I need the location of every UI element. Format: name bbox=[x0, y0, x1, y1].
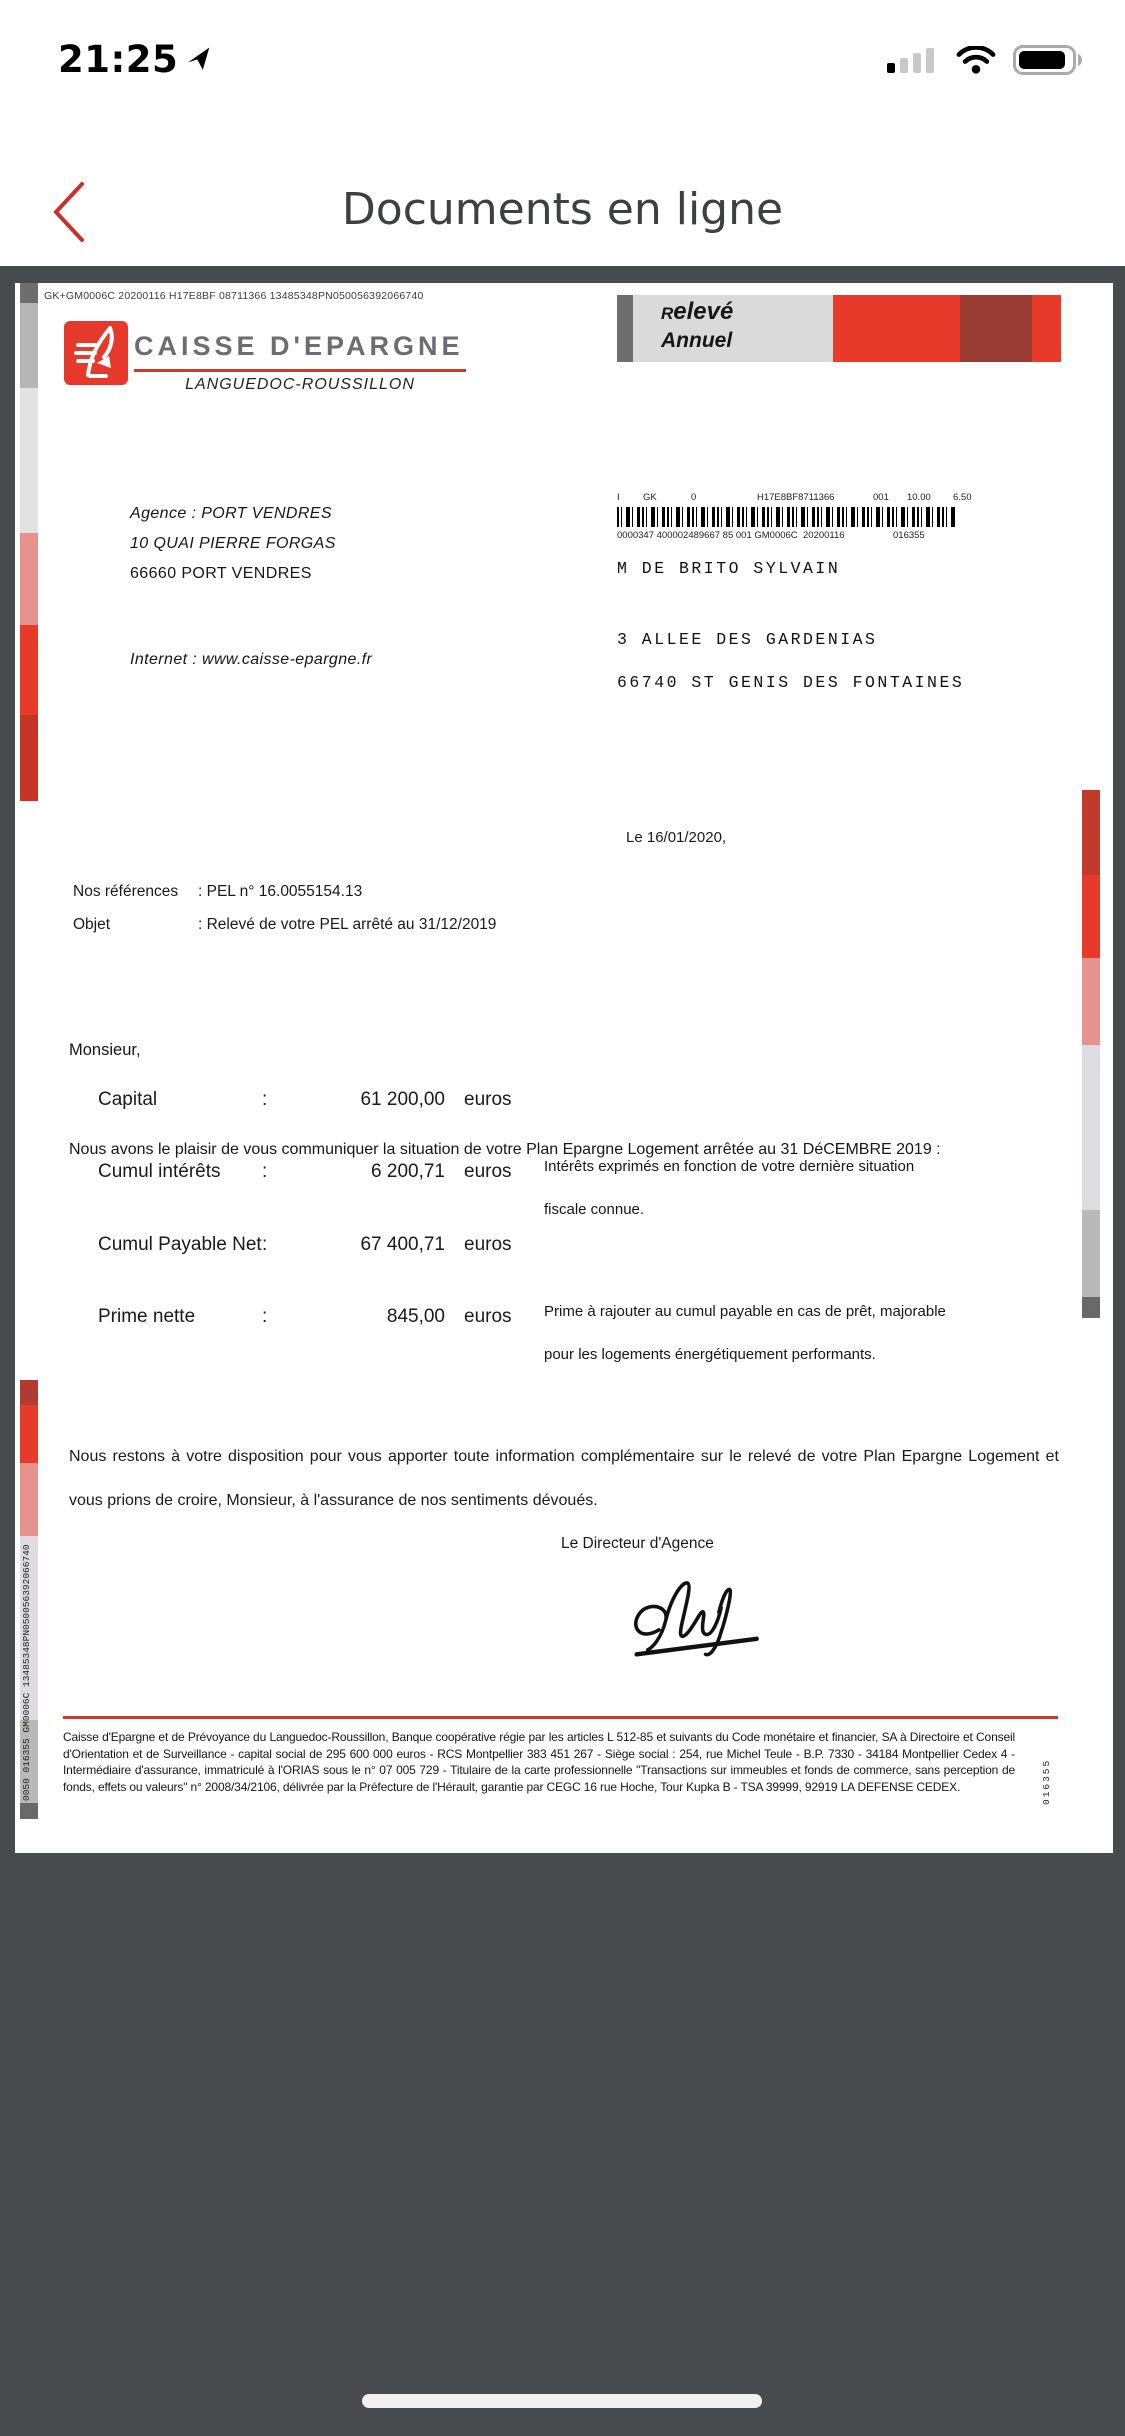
agency-internet: Internet : www.caisse-epargne.fr bbox=[130, 651, 373, 668]
status-time: 21:25 bbox=[58, 38, 179, 81]
agency-street: 10 QUAI PIERRE FORGAS bbox=[130, 535, 336, 552]
badge-subtitle: Annuel bbox=[661, 329, 733, 352]
subject-label: Objet bbox=[73, 916, 111, 933]
location-arrow-icon bbox=[186, 46, 212, 77]
signature-title: Le Directeur d'Agence bbox=[561, 1535, 714, 1552]
document-page: 0050 016355 GM0006C 13485348PN050056392066740 016355 GK+GM0006C 20200116 H17E8BF 08711366 13485348PN050056392066740 CAISSE D'EPARGNE LANGUEDOC-ROUSSILLON Relevé Annuel Agence : PORT VENDRES 10 QUAI PIERRE FORGAS 66660 PORT VENDRES Internet : www.caisse-epargne.fr I GK 0 H17E8BF8711366 001 10.00 6.50 0000347 400002489667 85 001 GM0006C 20200116 016355 M DE BRITO SYLVAIN 3 ALLEE DES GARDENIAS 66740 ST GENIS DES FONTAINES Le 16/01/2020, Nos références : PEL n° 16.0055154.13 Objet : Relevé de votre PEL arrêté au 31/12/2019 Monsieur, Nous avons le plaisir de vous communiquer la situation de votre Plan Epargne Logement arrêtée au 31 DéCEMBRE 2019 : Capital : 61 200,00 euros Cumul intérêts : 6 200,71 euros Intérêts exprimés en fonction de votre dernière situation fiscale connue. Cumul Payable Net : 67 400,71 euros Prime nette : 845,00 euros Prime à rajouter au cumul payable en cas de prêt, majorable pour les logements énergétiquement performants. Nous restons à votre disposition pour vous apporter toute information complémentaire sur le relevé de votre Plan Epargne Logement et vous prions de croire, Monsieur, à l'assurance de nos sentiments dévoués. Le Directeur d'Agence Caisse d'Epargne et de Prévoyance du Languedoc-Roussillon, Banque coopérative régie par les articles L 512-85 et suivants du Code monétaire et financier, SA à Directoire et Conseil d'Orientation et de Surveillance - capital social de 295 600 000 euros - RCS Montpellier 383 451 267 - Siège social : 254, rue Michel Teule - B.P. 7330 - 34184 Montpellier Cedex 4 - Intermédiaire d'assurance, immatriculé à l'ORIAS sous le n° 07 005 729 - Titulaire de la carte professionnelle "Transactions sur immeubles et fonds de commerce, sans perception de fonds, effets ou valeurs" n° 2008/34/2106, délivrée par la Préfecture de l'Hérault, garantie par CEGC 16 rue Hoche, Tour Kupka B - TSA 39999, 92919 LA DEFENSE CEDEX. bbox=[15, 283, 1113, 1853]
agency-city: 66660 PORT VENDRES bbox=[130, 565, 312, 582]
brand-name: CAISSE D'EPARGNE bbox=[134, 331, 464, 361]
battery-icon bbox=[1013, 44, 1087, 81]
document-viewer[interactable] bbox=[0, 266, 1125, 2436]
home-indicator[interactable] bbox=[362, 2394, 762, 2408]
badge-red-block-2 bbox=[1032, 295, 1061, 362]
letter-date: Le 16/01/2020, bbox=[626, 829, 727, 846]
document-print-code: GK+GM0006C 20200116 H17E8BF 08711366 13485348PN050056392066740 bbox=[44, 290, 424, 302]
recipient-street: 3 ALLEE DES GARDENIAS bbox=[617, 630, 878, 649]
barcode bbox=[617, 507, 955, 527]
agency-name: Agence : PORT VENDRES bbox=[130, 505, 332, 522]
reference-label: Nos références bbox=[73, 883, 179, 900]
left-edge-print-code: 0050 016355 GM0006C 13485348PN050056392066740 bbox=[21, 1544, 32, 1801]
brand-underline bbox=[134, 369, 466, 372]
footer-rule bbox=[63, 1716, 1058, 1719]
badge-title: Relevé bbox=[661, 298, 734, 325]
note-prime-nette: Prime à rajouter au cumul payable en cas de prêt, majorable pour les logements énergétiquement performants. bbox=[544, 1303, 946, 1363]
caisse-epargne-logo bbox=[64, 321, 128, 385]
brand-region: LANGUEDOC-ROUSSILLON bbox=[185, 376, 415, 393]
reference-value: : PEL n° 16.0055154.13 bbox=[198, 883, 363, 900]
app-header bbox=[0, 0, 1125, 266]
note-cumul-interets: Intérêts exprimés en fonction de votre dernière situation fiscale connue. bbox=[544, 1158, 915, 1218]
closing-paragraph: Nous restons à votre disposition pour vous apporter toute information complémentaire sur le relevé de votre Plan Epargne Logement et vous prions de croire, Monsieur, à l'assurance de nos sentiments dévoués. bbox=[69, 1448, 1059, 1509]
wifi-icon bbox=[951, 46, 1001, 79]
badge-red-block bbox=[833, 295, 960, 362]
recipient-name: M DE BRITO SYLVAIN bbox=[617, 559, 841, 578]
cellular-signal-icon bbox=[887, 47, 939, 78]
subject-value: : Relevé de votre PEL arrêté au 31/12/2019 bbox=[198, 916, 497, 933]
footer-legal-text: Caisse d'Epargne et de Prévoyance du Languedoc-Roussillon, Banque coopérative régie par les articles L 512-85 et suivants du Code monétaire et financier, SA à Directoire et Conseil d'Orientation et de Surveillance - capital social de 295 600 000 euros - RCS Montpellier 383 451 267 - Siège social : 254, rue Michel Teule - B.P. 7330 - 34184 Montpellier Cedex 4 - Intermédiaire d'assurance, immatriculé à l'ORIAS sous le n° 07 005 729 - Titulaire de la carte professionnelle "Transactions sur immeubles et fonds de commerce, sans perception de fonds, effets ou valeurs" n° 2008/34/2106, délivrée par la Préfecture de l'Hérault, garantie par CEGC 16 rue Hoche, Tour Kupka B - TSA 39999, 92919 LA DEFENSE CEDEX. bbox=[63, 1730, 1015, 1794]
badge-gray-bar bbox=[617, 295, 633, 362]
intro-paragraph: Nous avons le plaisir de vous communiquer la situation de votre Plan Epargne Logement arrêtée au 31 DéCEMBRE 2019 : bbox=[69, 1141, 941, 1158]
recipient-city: 66740 ST GENIS DES FONTAINES bbox=[617, 673, 965, 692]
right-edge-print-code: 016355 bbox=[1041, 1758, 1052, 1805]
statement-type-badge bbox=[617, 295, 1061, 362]
signature-scribble bbox=[615, 1561, 805, 1666]
badge-maroon-block bbox=[960, 295, 1032, 362]
page-title: Documents en ligne bbox=[341, 184, 784, 235]
salutation: Monsieur, bbox=[69, 1041, 141, 1059]
